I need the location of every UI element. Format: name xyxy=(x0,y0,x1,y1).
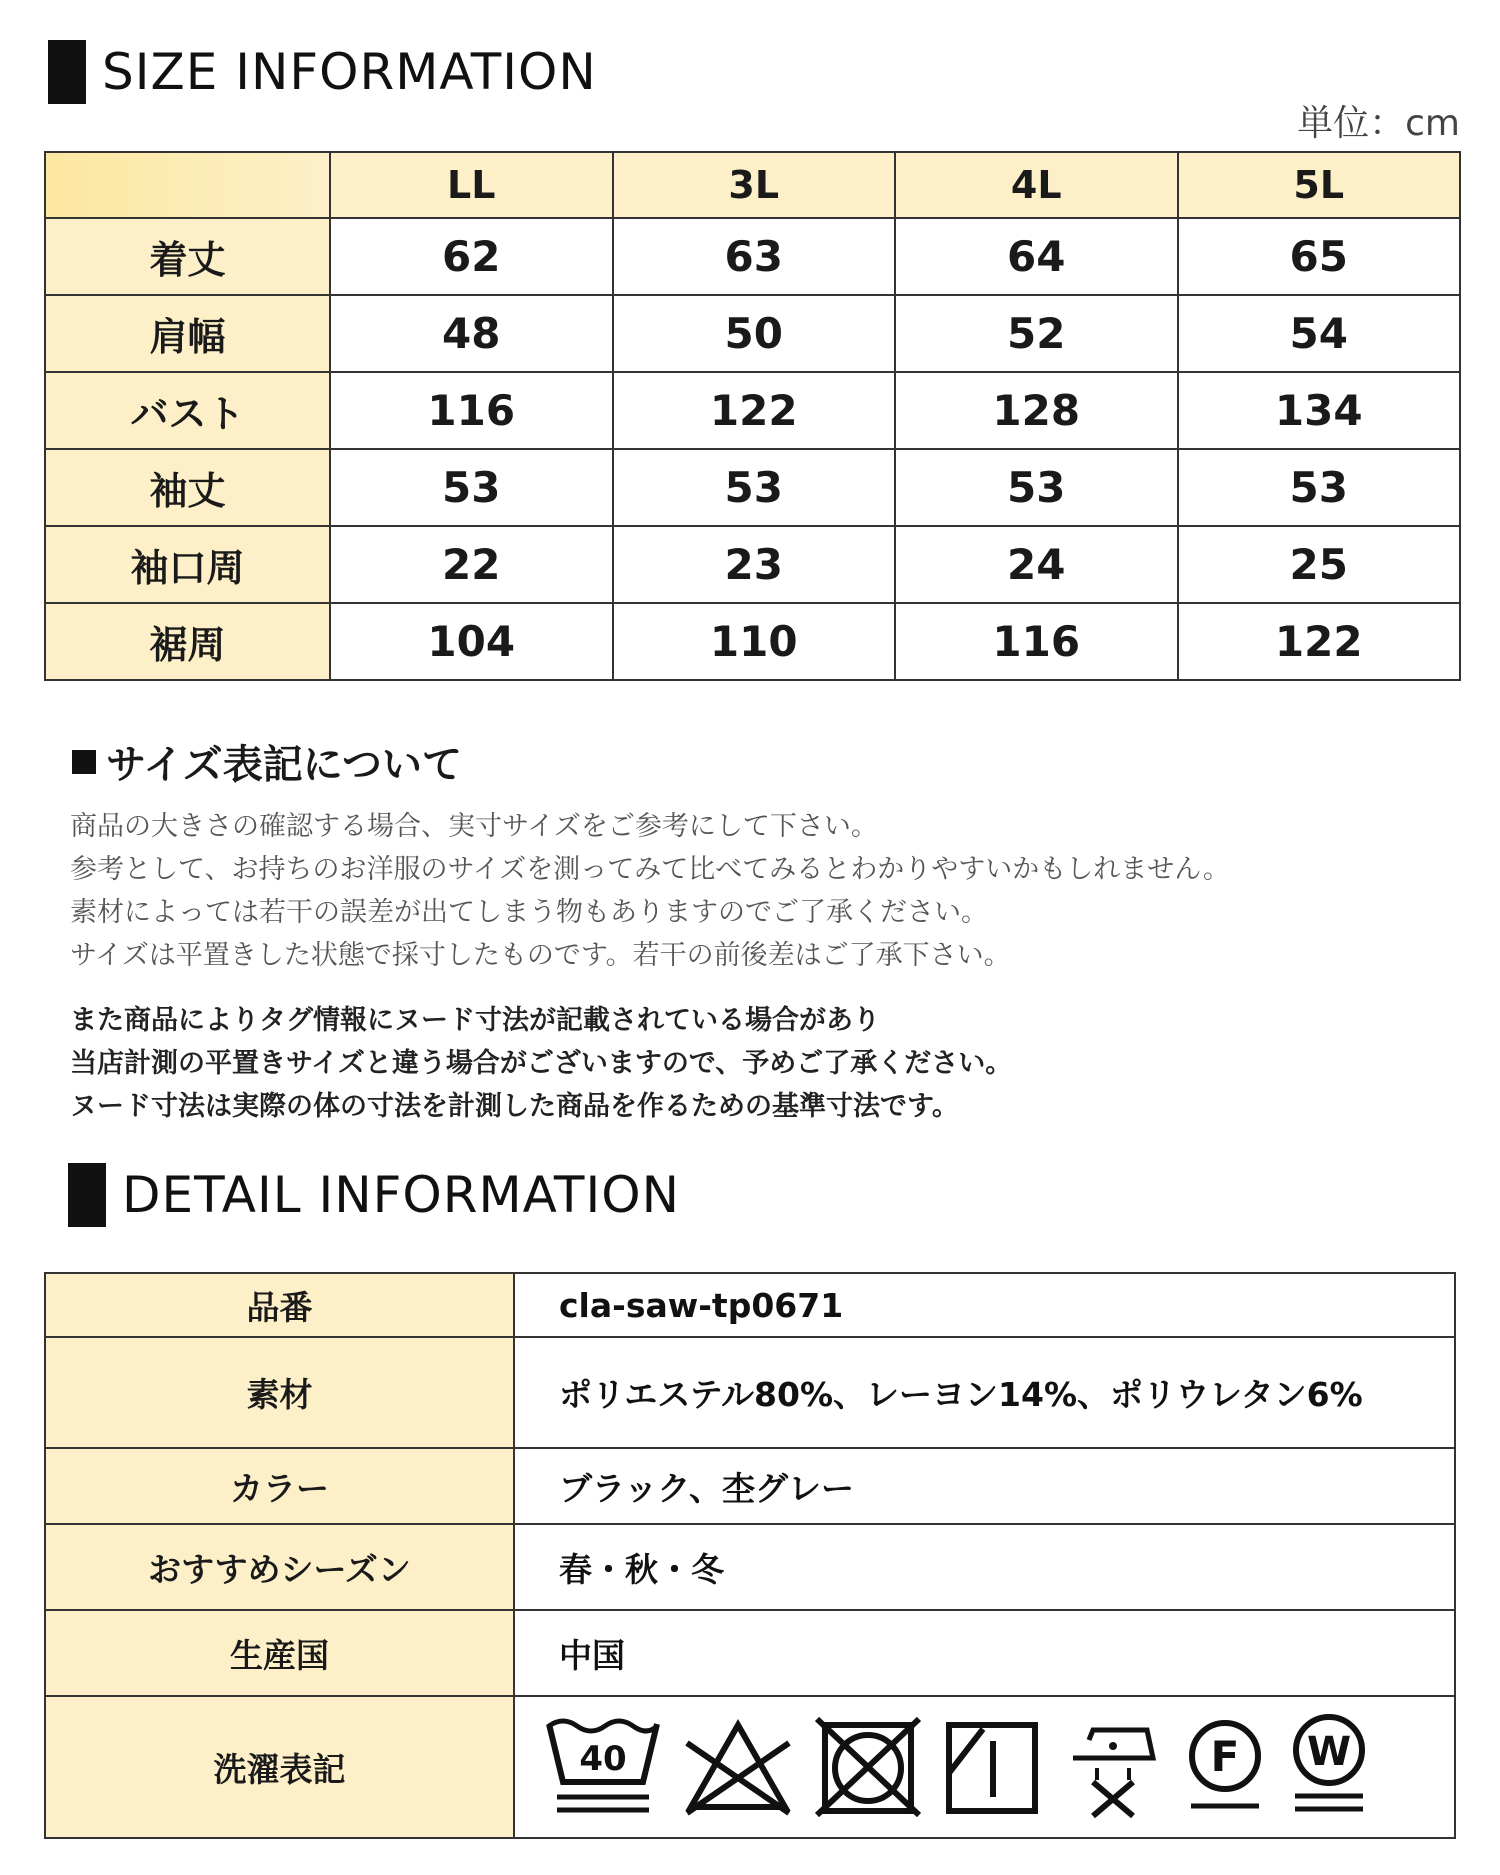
notes-bold-line: また商品によりタグ情報にヌード寸法が記載されている場合があり xyxy=(70,1005,880,1036)
row-header: バスト xyxy=(45,372,330,449)
wet-clean-letter: W xyxy=(1306,1729,1352,1775)
heading-bar xyxy=(48,40,86,104)
table-cell: 110 xyxy=(613,603,896,680)
row-header: 袖口周 xyxy=(45,526,330,603)
detail-label: 生産国 xyxy=(45,1610,514,1696)
detail-row-season xyxy=(45,1524,1455,1610)
no-bleach-icon xyxy=(683,1717,793,1817)
table-cell: 48 xyxy=(330,295,613,372)
table-row xyxy=(45,295,1460,372)
detail-value: ブラック、杢グレー xyxy=(514,1448,1455,1524)
corner-cell xyxy=(45,152,330,218)
table-cell: 22 xyxy=(330,526,613,603)
wet-clean-w-icon xyxy=(1287,1712,1371,1822)
table-cell: 53 xyxy=(1178,449,1461,526)
detail-value: 春・秋・冬 xyxy=(514,1524,1455,1610)
table-row xyxy=(45,603,1460,680)
size-section-title: SIZE INFORMATION xyxy=(102,43,597,101)
detail-label: カラー xyxy=(45,1448,514,1524)
detail-value: cla-saw-tp0671 xyxy=(514,1273,1455,1337)
detail-label: おすすめシーズン xyxy=(45,1524,514,1610)
notes-bold-line: 当店計測の平置きサイズと違う場合がございますので、予めご了承ください。 xyxy=(70,1048,1013,1079)
table-row xyxy=(45,372,1460,449)
table-cell: 134 xyxy=(1178,372,1461,449)
size-section-header xyxy=(48,40,597,104)
table-cell: 116 xyxy=(330,372,613,449)
detail-row-color xyxy=(45,1448,1455,1524)
detail-label: 素材 xyxy=(45,1337,514,1448)
detail-value: ポリエステル80%、レーヨン14%、ポリウレタン6% xyxy=(514,1337,1455,1448)
care-icons-cell xyxy=(514,1696,1455,1838)
notes-line: サイズは平置きした状態で採寸したものです。若干の前後差はご了承下さい。 xyxy=(70,940,1011,971)
table-cell: 122 xyxy=(613,372,896,449)
detail-section-header xyxy=(68,1163,680,1227)
table-cell: 64 xyxy=(895,218,1178,295)
table-cell: 50 xyxy=(613,295,896,372)
no-tumble-dry-icon xyxy=(813,1717,923,1817)
notes-emphasis xyxy=(70,999,1012,1128)
no-steam-iron-icon xyxy=(1063,1712,1163,1822)
table-row xyxy=(45,218,1460,295)
table-cell: 53 xyxy=(613,449,896,526)
detail-value: 中国 xyxy=(514,1610,1455,1696)
row-header: 袖丈 xyxy=(45,449,330,526)
table-cell: 53 xyxy=(895,449,1178,526)
notes-title-text: サイズ表記について xyxy=(106,742,462,788)
table-cell: 52 xyxy=(895,295,1178,372)
table-cell: 63 xyxy=(613,218,896,295)
drip-dry-line-icon xyxy=(943,1717,1043,1817)
detail-row-country xyxy=(45,1610,1455,1696)
table-cell: 128 xyxy=(895,372,1178,449)
column-header: 5L xyxy=(1178,152,1461,218)
detail-row-product-no xyxy=(45,1273,1455,1337)
notes-bold-line: ヌード寸法は実際の体の寸法を計測した商品を作るための基準寸法です。 xyxy=(70,1091,959,1122)
table-row xyxy=(45,449,1460,526)
detail-row-care xyxy=(45,1696,1455,1838)
column-header: LL xyxy=(330,152,613,218)
dry-clean-letter: F xyxy=(1210,1732,1240,1781)
dry-clean-f-icon xyxy=(1183,1712,1267,1822)
table-cell: 54 xyxy=(1178,295,1461,372)
table-row xyxy=(45,526,1460,603)
notes-body xyxy=(70,805,1230,977)
table-cell: 53 xyxy=(330,449,613,526)
table-cell: 23 xyxy=(613,526,896,603)
unit-label: 単位：cm xyxy=(1297,103,1460,144)
wash-temp-label: 40 xyxy=(579,1739,627,1779)
column-header: 4L xyxy=(895,152,1178,218)
row-header: 着丈 xyxy=(45,218,330,295)
square-bullet-icon xyxy=(72,750,96,774)
care-icons xyxy=(543,1712,1453,1822)
row-header: 裾周 xyxy=(45,603,330,680)
row-header: 肩幅 xyxy=(45,295,330,372)
table-cell: 24 xyxy=(895,526,1178,603)
detail-row-material xyxy=(45,1337,1455,1448)
detail-label: 洗濯表記 xyxy=(45,1696,514,1838)
size-table-header-row xyxy=(45,152,1460,218)
table-cell: 116 xyxy=(895,603,1178,680)
column-header: 3L xyxy=(613,152,896,218)
table-cell: 65 xyxy=(1178,218,1461,295)
wash-40-gentle-icon xyxy=(543,1712,663,1822)
notes-title xyxy=(72,733,462,790)
table-cell: 104 xyxy=(330,603,613,680)
detail-label: 品番 xyxy=(45,1273,514,1337)
notes-line: 参考として、お持ちのお洋服のサイズを測ってみて比べてみるとわかりやすいかもしれません。 xyxy=(70,854,1230,885)
table-cell: 25 xyxy=(1178,526,1461,603)
heading-bar xyxy=(68,1163,106,1227)
size-table xyxy=(44,151,1461,681)
table-cell: 122 xyxy=(1178,603,1461,680)
table-cell: 62 xyxy=(330,218,613,295)
detail-table xyxy=(44,1272,1456,1839)
notes-line: 商品の大きさの確認する場合、実寸サイズをご参考にして下さい。 xyxy=(70,811,878,842)
notes-line: 素材によっては若干の誤差が出てしまう物もありますのでご了承ください。 xyxy=(70,897,988,928)
detail-section-title: DETAIL INFORMATION xyxy=(122,1166,680,1224)
